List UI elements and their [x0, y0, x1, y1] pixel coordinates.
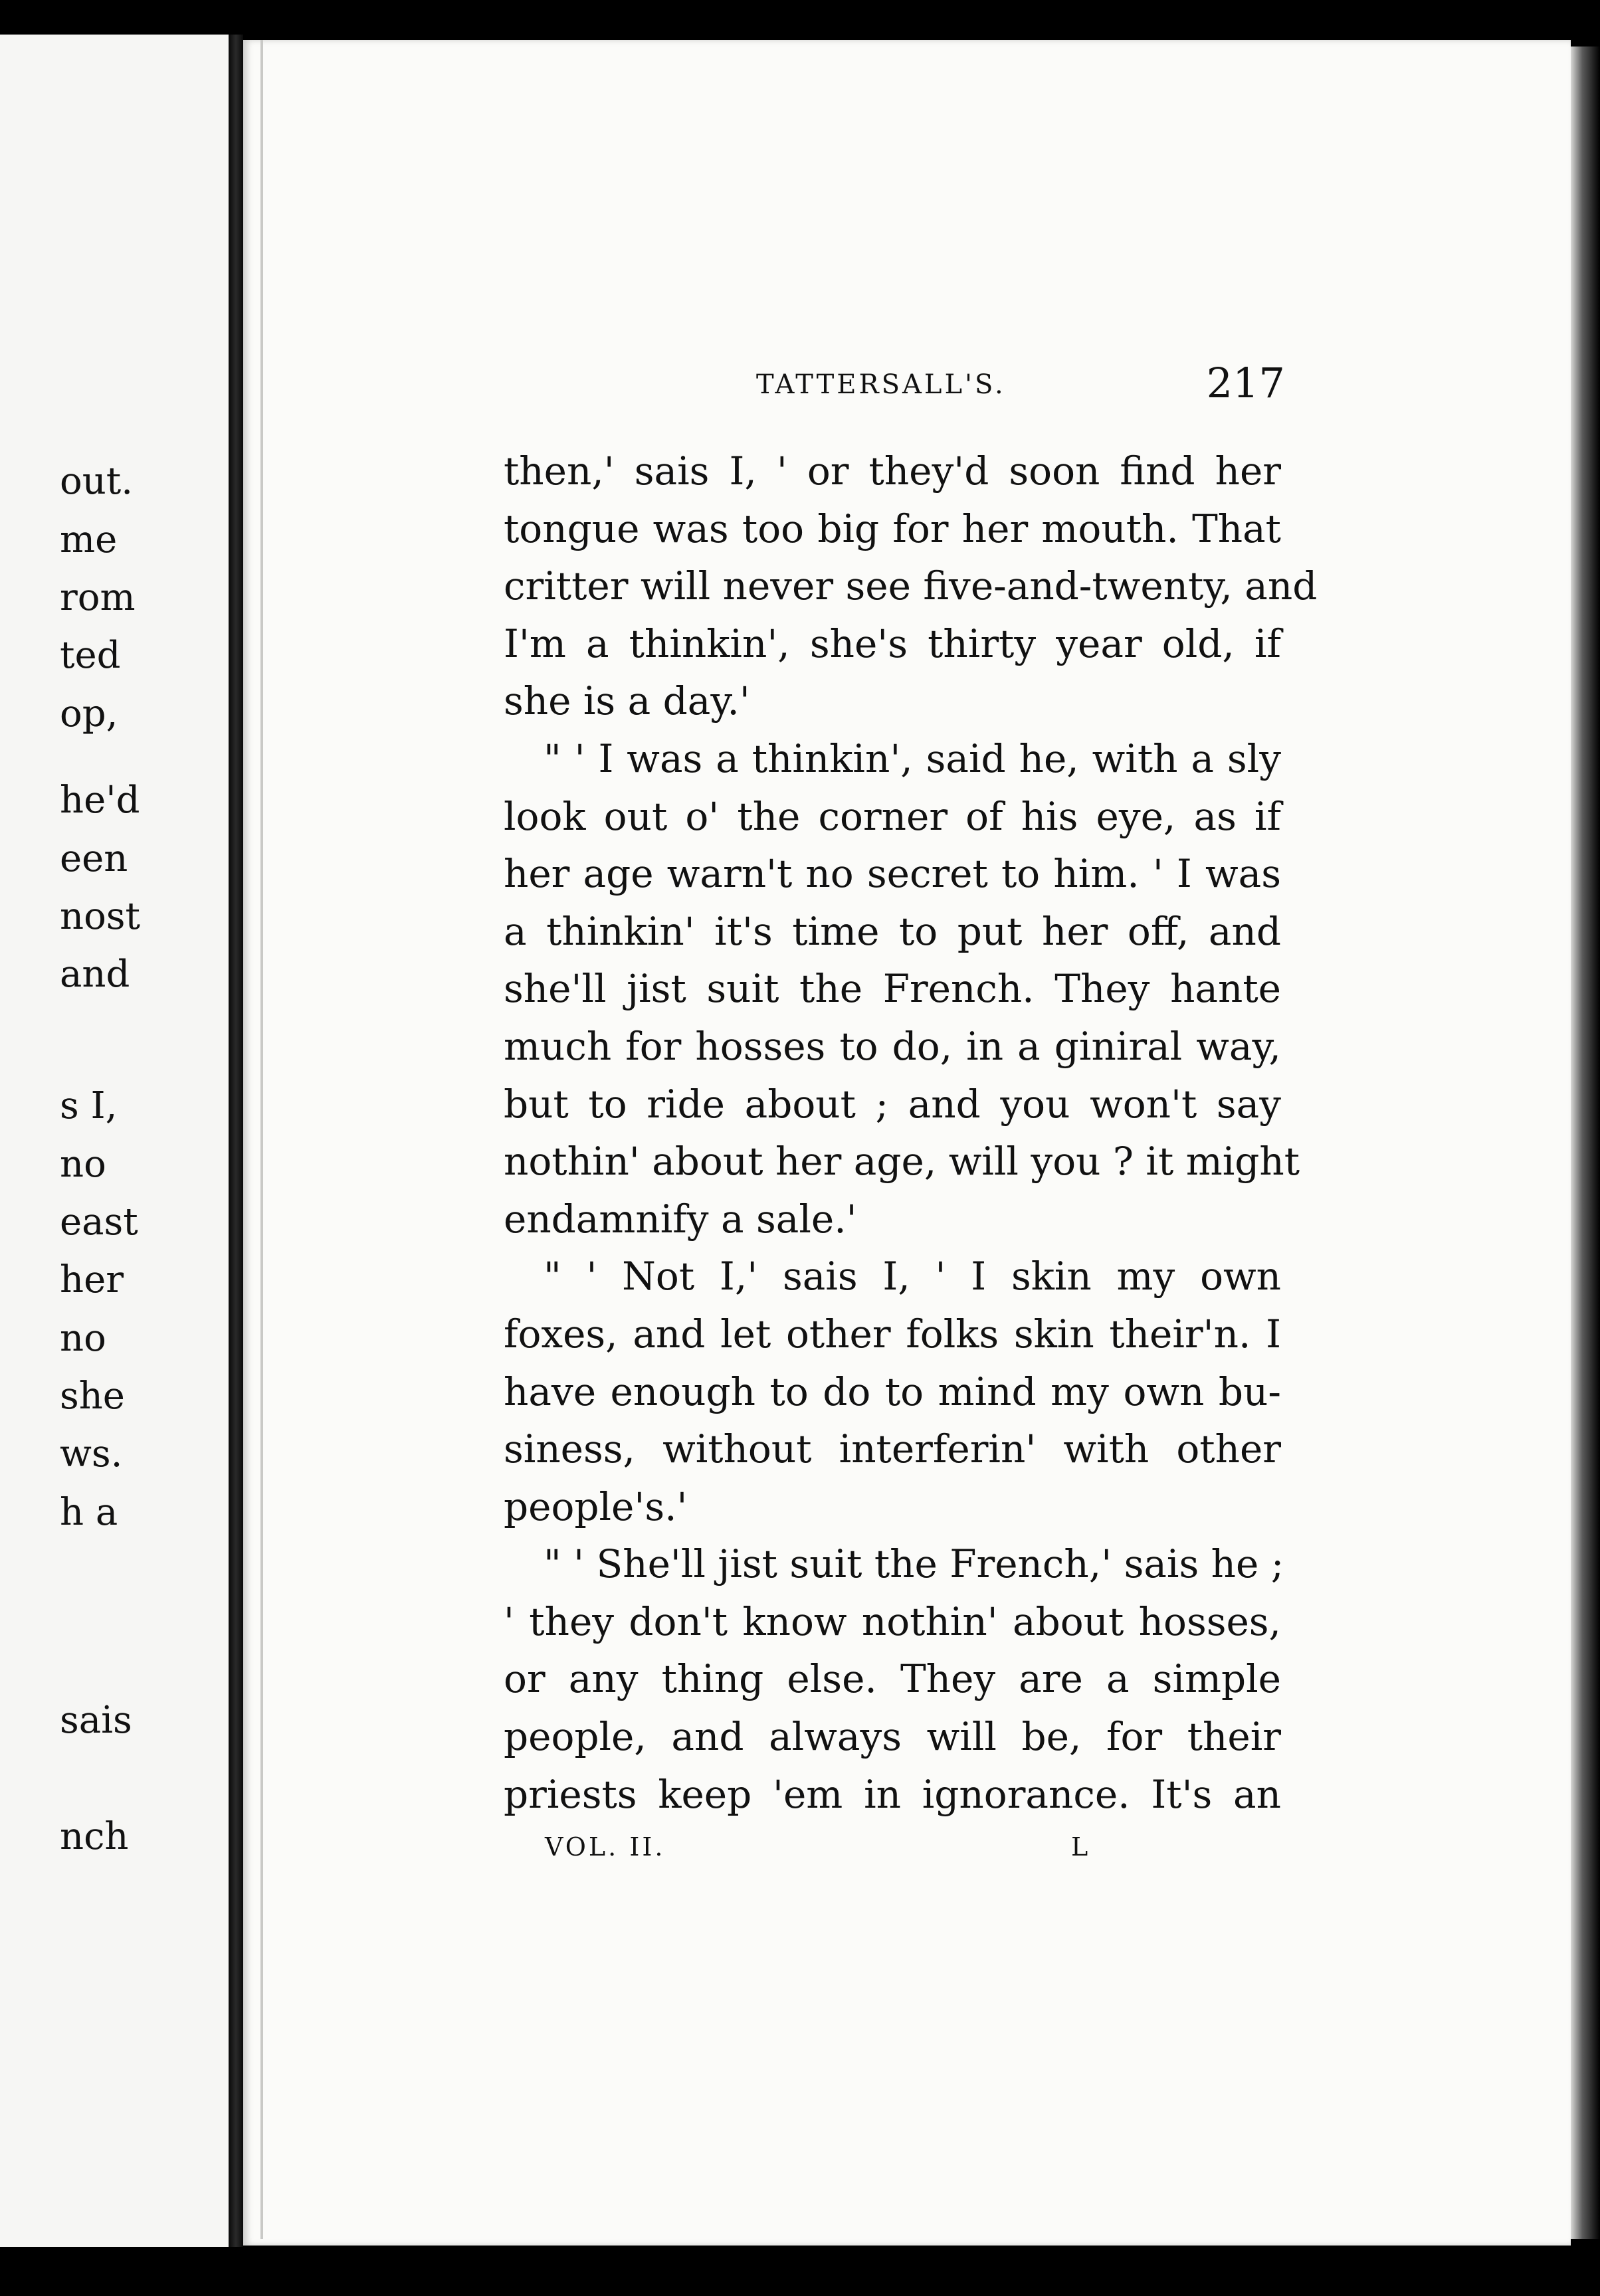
page-footer	[504, 1832, 1281, 1872]
body-line: people, and always will be, for their	[504, 1714, 1281, 1760]
running-head	[504, 359, 1285, 407]
body-line: " ' Not I,' sais I, ' I skin my own	[544, 1254, 1281, 1299]
page-text	[504, 359, 1318, 1872]
page-inner-edge	[260, 40, 263, 2239]
body-line: look out o' the corner of his eye, as if	[504, 793, 1281, 839]
volume-mark: VOL. II.	[545, 1832, 666, 1862]
facing-page	[0, 35, 234, 2247]
body-line: tongue was too big for her mouth. That	[504, 506, 1281, 551]
fragment-line: he'd	[60, 779, 140, 822]
facing-page-fragments	[0, 35, 234, 2247]
body-line: she'll jist suit the French. They hante	[504, 966, 1281, 1012]
body-line: much for hosses to do, in a giniral way,	[504, 1023, 1281, 1069]
body-line: have enough to do to mind my own bu-	[504, 1369, 1281, 1414]
body-line: " ' I was a thinkin', said he, with a sly	[544, 735, 1281, 781]
body-line: but to ride about ; and you won't say	[504, 1081, 1281, 1127]
fragment-line: nch	[60, 1815, 129, 1858]
body-line: she is a day.'	[504, 678, 750, 724]
body-line: " ' She'll jist suit the French,' sais he ;	[544, 1541, 1284, 1587]
page-number: 217	[1206, 359, 1285, 407]
body-line: I'm a thinkin', she's thirty year old, if	[504, 621, 1281, 666]
fragment-line: h a	[60, 1491, 118, 1534]
fragment-line: she	[60, 1375, 125, 1418]
body-line: her age warn't no secret to him. ' I was	[504, 851, 1281, 897]
fragment-line: no	[60, 1143, 106, 1186]
body-line: priests keep 'em in ignorance. It's an	[504, 1771, 1281, 1817]
body-line: foxes, and let other folks skin their'n. I	[504, 1311, 1281, 1357]
fragment-line: me	[60, 518, 118, 561]
fragment-line: out.	[60, 460, 134, 503]
fragment-line: ws.	[60, 1432, 123, 1476]
body-line: or any thing else. They are a simple	[504, 1656, 1281, 1702]
fragment-line: her	[60, 1258, 124, 1301]
book-gutter	[229, 35, 243, 2247]
body-line: a thinkin' it's time to put her off, and	[504, 908, 1281, 954]
fragment-line: nost	[60, 895, 141, 938]
fragment-line: no	[60, 1317, 106, 1360]
page-outer-edge	[1571, 47, 1600, 2239]
running-title: TATTERSALL'S.	[756, 369, 1006, 400]
fragment-line: ted	[60, 634, 121, 677]
fragment-line: sais	[60, 1699, 132, 1742]
body-line: critter will never see five-and-twenty, and	[504, 563, 1318, 609]
body-line: then,' sais I, ' or they'd soon find her	[504, 448, 1281, 494]
body-line: people's.'	[504, 1483, 688, 1529]
fragment-line: s I,	[60, 1084, 118, 1127]
body-line: siness, without interferin' with other	[504, 1426, 1281, 1472]
signature-mark: L	[1071, 1832, 1091, 1862]
fragment-line: een	[60, 837, 128, 880]
body-line: endamnify a sale.'	[504, 1196, 857, 1242]
fragment-line: rom	[60, 576, 136, 619]
fragment-line: op,	[60, 692, 118, 735]
fragment-line: east	[60, 1200, 138, 1244]
fragment-line: and	[60, 953, 130, 996]
body-line: nothin' about her age, will you ? it might	[504, 1139, 1300, 1185]
body-line: ' they don't know nothin' about hosses,	[504, 1598, 1281, 1644]
